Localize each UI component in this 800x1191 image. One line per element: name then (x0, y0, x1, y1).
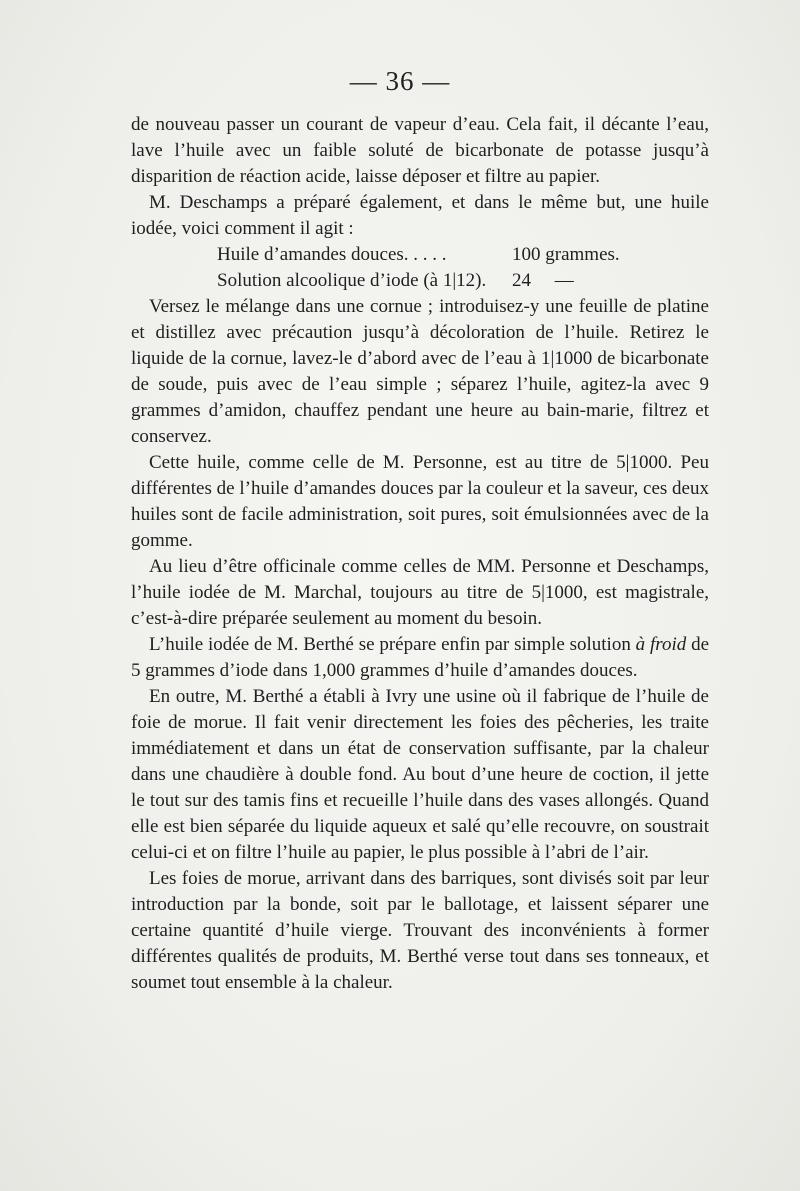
recipe-row (217, 268, 709, 294)
recipe-row (217, 242, 709, 268)
recipe-ingredient: Huile d’amandes douces. . . . . (217, 244, 447, 265)
paragraph-6-italic: à froid (635, 634, 687, 655)
paragraph-5: Au lieu d’être officinale comme celles de MM. Personne et Deschamps, l’huile iodée de M. Marchal, toujours au titre de 5|1000, est magistrale, c’est-à-dire préparée seulement au moment du besoin. (131, 556, 709, 629)
paragraph-6-end: de 5 grammes d’iode dans 1,000 grammes d’huile d’amandes douces. (131, 634, 709, 681)
page-number: — 36 — (349, 66, 451, 96)
recipe-quantity: 100 grammes. (512, 244, 620, 265)
paragraph-3: Versez le mélange dans une cornue ; introduisez-y une feuille de platine et distillez avec précaution jusqu’à décoloration de l’huile. Retirez le liquide de la cornue, lavez-le d’abord avec de l’eau à 1|1000 de bicarbonate de soude, puis avec de l’eau simple ; séparez l’huile, agitez-la avec 9 grammes d’amidon, chauffez pendant une heure au bain-marie, filtrez et conservez. (131, 296, 709, 447)
paragraph-6-start: L’huile iodée de M. Berthé se prépare enfin par simple solution (149, 634, 636, 655)
recipe-quantity: 24 — (512, 270, 574, 291)
paragraph-7: En outre, M. Berthé a établi à Ivry une usine où il fabrique de l’huile de foie de morue. Il fait venir directement les foies des pêcheries, les traite immédiatement et dans un état de conservation suffisante, par la chaleur dans une chaudière à double fond. Au bout d’une heure de coction, il jette le tout sur des tamis fins et recueille l’huile dans des vases allongés. Quand elle est bien séparée du liquide aqueux et salé qu’elle recouvre, on soustrait celui-ci et on filtre l’huile au papier, le plus possible à l’abri de l’air. (131, 686, 709, 863)
recipe-ingredient: Solution alcoolique d’iode (à 1|12). (217, 270, 487, 291)
paragraph-4: Cette huile, comme celle de M. Personne, est au titre de 5|1000. Peu différentes de l’huile d’amandes douces par la couleur et la saveur, ces deux huiles sont de facile administration, soit pures, soit émulsionnées avec de la gomme. (131, 452, 709, 551)
paragraph-1: de nouveau passer un courant de vapeur d’eau. Cela fait, il décante l’eau, lave l’huile avec un faible soluté de bicarbonate de potasse jusqu’à disparition de réaction acide, laisse déposer et filtre au papier. (131, 114, 709, 187)
recipe-table (131, 242, 709, 294)
paragraph-2: M. Deschamps a préparé également, et dans le même but, une huile iodée, voici comment il agit : (131, 192, 709, 239)
paragraph-6 (131, 632, 709, 684)
page-body (131, 112, 709, 996)
paragraph-8: Les foies de morue, arrivant dans des barriques, sont divisés soit par leur introduction par la bonde, soit par le ballotage, et laissent séparer une certaine quantité d’huile vierge. Trouvant des inconvénients à former différentes qualités de produits, M. Berthé verse tout dans ses tonneaux, et soumet tout ensemble à la chaleur. (131, 868, 709, 993)
